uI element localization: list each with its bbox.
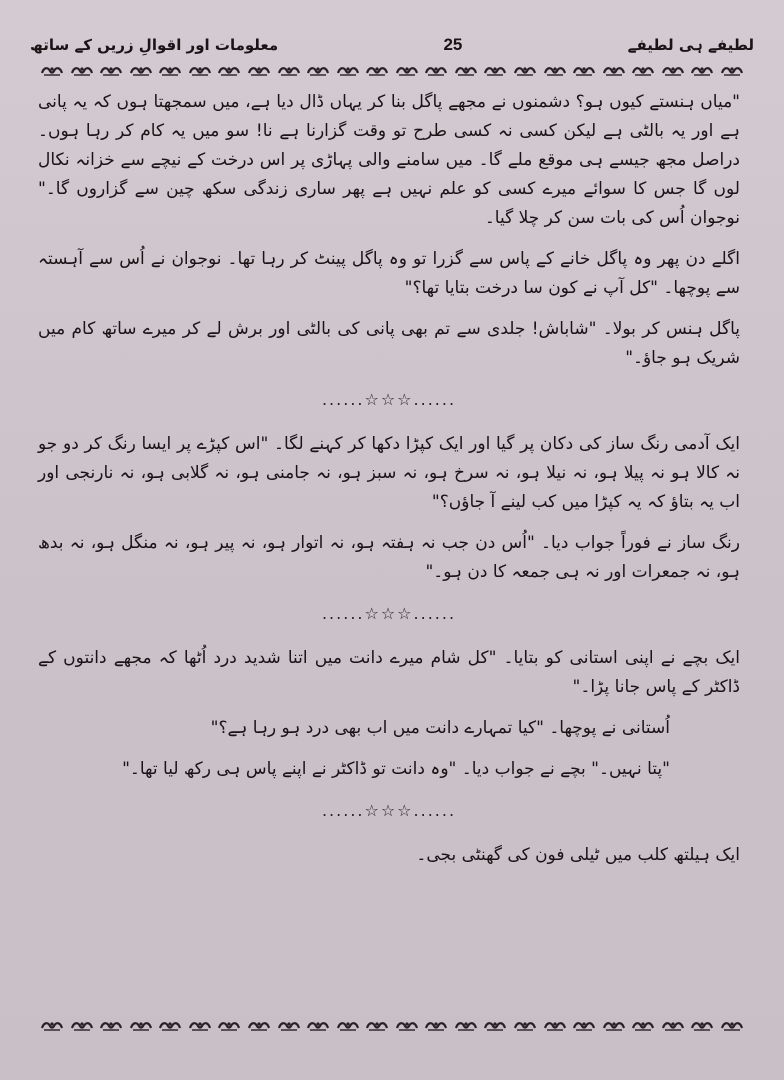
joke2-paragraph-1: ایک آدمی رنگ ساز کی دکان پر گیا اور ایک کپڑا دکھا کر کہنے لگا۔ "اس کپڑے پر ایسا رنگ کر دو جو نہ کالا ہو نہ پیلا ہو، نہ نیلا ہو، نہ سرخ ہو، نہ سبز ہو، نہ جامنی ہو، نہ گلابی ہو، نہ نارنجی اور اب یہ بتاؤ کہ یہ کپڑا میں کب لینے آ جاؤں؟" bbox=[38, 434, 740, 512]
scroll-ornament-icon bbox=[395, 62, 419, 74]
scroll-ornament-icon bbox=[306, 1017, 330, 1029]
bottom-ornament-border bbox=[40, 1015, 744, 1031]
scroll-ornament-icon bbox=[158, 62, 182, 74]
scroll-ornament-icon bbox=[188, 62, 212, 74]
scroll-ornament-icon bbox=[661, 1017, 685, 1029]
page-number: 25 bbox=[443, 35, 463, 54]
scroll-ornament-icon bbox=[395, 1017, 419, 1029]
scroll-ornament-icon bbox=[129, 62, 153, 74]
scroll-ornament-icon bbox=[454, 62, 478, 74]
scroll-ornament-icon bbox=[247, 1017, 271, 1029]
scroll-ornament-icon bbox=[306, 62, 330, 74]
page-content bbox=[38, 88, 740, 882]
scroll-ornament-icon bbox=[424, 1017, 448, 1029]
scroll-ornament-icon bbox=[483, 62, 507, 74]
scroll-ornament-icon bbox=[247, 62, 271, 74]
scroll-ornament-icon bbox=[631, 1017, 655, 1029]
story-paragraph-3: پاگل ہنس کر بولا۔ "شاباش! جلدی سے تم بھی پانی کی بالٹی اور برش لے کر میرے ساتھ کام میں شریک ہو جاؤ۔" bbox=[38, 319, 740, 368]
scroll-ornament-icon bbox=[129, 1017, 153, 1029]
scroll-ornament-icon bbox=[99, 1017, 123, 1029]
scroll-ornament-icon bbox=[365, 62, 389, 74]
scroll-ornament-icon bbox=[277, 62, 301, 74]
story-paragraph-1: "میاں ہنستے کیوں ہو؟ دشمنوں نے مجھے پاگل بنا کر یہاں ڈال دیا ہے، میں سمجھتا ہوں کہ یہ پانی ہے اور یہ بالٹی ہے لیکن کسی نہ کسی طرح تو وقت گزارنا ہے نا! سو میں یہ کام کر رہا ہوں۔ دراصل مجھ جیسے ہی موقع ملے گا۔ میں سامنے والی پہاڑی پر اس درخت کے نیچے سے خزانہ نکال لوں گا جس کا سوائے میرے کسی کو علم نہیں ہے پھر ساری زندگی سکھ چین سے گزاروں گا۔" نوجوان اُس کی بات سن کر چلا گیا۔ bbox=[38, 92, 740, 228]
scroll-ornament-icon bbox=[40, 1017, 64, 1029]
joke3-paragraph-2: اُستانی نے پوچھا۔ "کیا تمہارے دانت میں اب بھی درد ہو رہا ہے؟" bbox=[210, 718, 670, 738]
scroll-ornament-icon bbox=[70, 62, 94, 74]
scroll-ornament-icon bbox=[690, 1017, 714, 1029]
page-header bbox=[30, 30, 754, 60]
scroll-ornament-icon bbox=[424, 62, 448, 74]
scroll-ornament-icon bbox=[602, 62, 626, 74]
scroll-ornament-icon bbox=[720, 1017, 744, 1029]
scroll-ornament-icon bbox=[543, 1017, 567, 1029]
scroll-ornament-icon bbox=[336, 62, 360, 74]
scroll-ornament-icon bbox=[690, 62, 714, 74]
scroll-ornament-icon bbox=[543, 62, 567, 74]
story-paragraph-2: اگلے دن پھر وہ پاگل خانے کے پاس سے گزرا تو وہ پاگل پینٹ کر رہا تھا۔ نوجوان نے اُس سے آہستہ سے پوچھا۔ "کل آپ نے کون سا درخت بتایا تھا؟" bbox=[38, 249, 740, 298]
joke2-paragraph-2: رنگ ساز نے فوراً جواب دیا۔ "اُس دن جب نہ ہفتہ ہو، نہ اتوار ہو، نہ پیر ہو، نہ منگل ہو، نہ بدھ ہو، نہ جمعرات اور نہ ہی جمعہ کا دن ہو۔" bbox=[38, 533, 740, 582]
scroll-ornament-icon bbox=[158, 1017, 182, 1029]
scroll-ornament-icon bbox=[631, 62, 655, 74]
scroll-ornament-icon bbox=[217, 1017, 241, 1029]
scroll-ornament-icon bbox=[661, 62, 685, 74]
scroll-ornament-icon bbox=[513, 62, 537, 74]
scroll-ornament-icon bbox=[277, 1017, 301, 1029]
joke4-opening: ایک ہیلتھ کلب میں ٹیلی فون کی گھنٹی بجی۔ bbox=[416, 845, 740, 865]
joke3-paragraph-3: "پتا نہیں۔" بچے نے جواب دیا۔ "وہ دانت تو ڈاکٹر نے اپنے پاس ہی رکھ لیا تھا۔" bbox=[122, 759, 670, 779]
scroll-ornament-icon bbox=[572, 62, 596, 74]
book-title: لطیفے ہی لطیفے bbox=[627, 36, 754, 54]
scroll-ornament-icon bbox=[99, 62, 123, 74]
scroll-ornament-icon bbox=[454, 1017, 478, 1029]
scroll-ornament-icon bbox=[336, 1017, 360, 1029]
scroll-ornament-icon bbox=[188, 1017, 212, 1029]
scroll-ornament-icon bbox=[602, 1017, 626, 1029]
star-divider-3: ......☆☆☆...... bbox=[321, 801, 457, 820]
scroll-ornament-icon bbox=[483, 1017, 507, 1029]
top-ornament-border bbox=[40, 60, 744, 76]
book-subtitle: معلومات اور اقوالِ زریں کے ساتھ bbox=[30, 36, 279, 54]
scroll-ornament-icon bbox=[40, 62, 64, 74]
scroll-ornament-icon bbox=[70, 1017, 94, 1029]
scroll-ornament-icon bbox=[572, 1017, 596, 1029]
joke3-paragraph-1: ایک بچے نے اپنی استانی کو بتایا۔ "کل شام میرے دانت میں اتنا شدید درد اُٹھا کہ مجھے دانتوں کے ڈاکٹر کے پاس جانا پڑا۔" bbox=[38, 648, 740, 697]
scroll-ornament-icon bbox=[217, 62, 241, 74]
scroll-ornament-icon bbox=[720, 62, 744, 74]
scroll-ornament-icon bbox=[513, 1017, 537, 1029]
star-divider-1: ......☆☆☆...... bbox=[321, 390, 457, 409]
scroll-ornament-icon bbox=[365, 1017, 389, 1029]
star-divider-2: ......☆☆☆...... bbox=[321, 604, 457, 623]
